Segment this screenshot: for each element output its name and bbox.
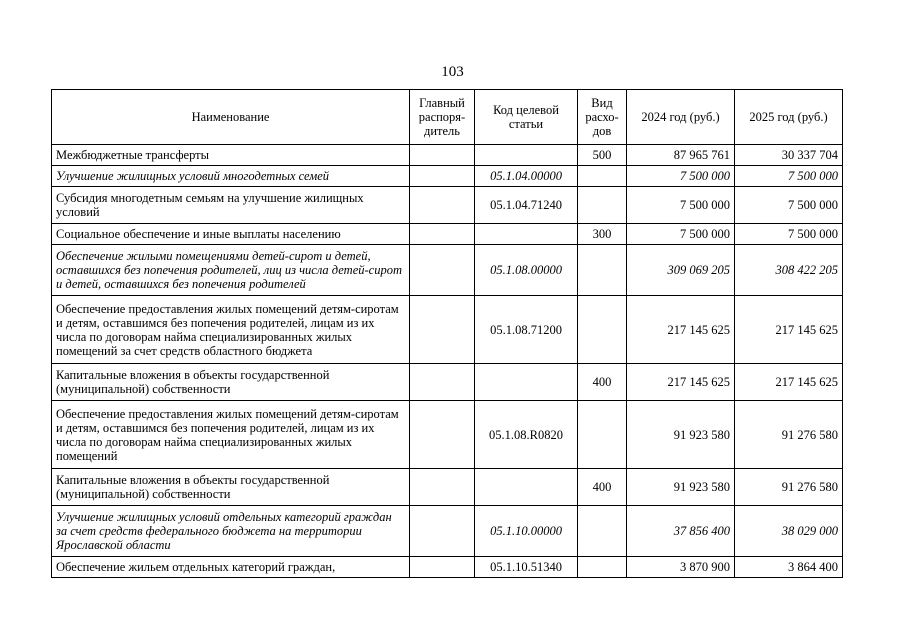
row-name-cell: Субсидия многодетным семьям на улучшение жилищных условий (52, 187, 410, 224)
table-row (52, 187, 843, 224)
row-code-cell: 05.1.10.51340 (475, 557, 578, 578)
row-2024-cell: 7 500 000 (627, 187, 735, 224)
row-2024-cell: 91 923 580 (627, 401, 735, 469)
row-2024-cell: 217 145 625 (627, 364, 735, 401)
row-code-cell: 05.1.04.71240 (475, 187, 578, 224)
table-row (52, 506, 843, 557)
row-name-cell: Улучшение жилищных условий отдельных категорий граждан за счет средств федерального бюджета на территории Ярославской области (52, 506, 410, 557)
row-2024-cell: 7 500 000 (627, 166, 735, 187)
row-name-cell: Межбюджетные трансферты (52, 145, 410, 166)
row-code-cell (475, 224, 578, 245)
row-name-cell: Обеспечение жильем отдельных категорий граждан, (52, 557, 410, 578)
row-name-cell: Капитальные вложения в объекты государственной (муниципальной) собственности (52, 364, 410, 401)
row-code-cell: 05.1.08.71200 (475, 296, 578, 364)
row-manager-cell (410, 469, 475, 506)
table-header (52, 90, 843, 145)
table-row (52, 401, 843, 469)
row-2025-cell: 38 029 000 (735, 506, 843, 557)
row-code-cell: 05.1.10.00000 (475, 506, 578, 557)
table-row (52, 296, 843, 364)
header-2025: 2025 год (руб.) (735, 90, 843, 145)
page-number: 103 (441, 64, 464, 80)
row-name-cell: Обеспечение жилыми помещениями детей-сирот и детей, оставшихся без попечения родителей, лиц из числа детей-сирот и детей, оставшихся без попечения родителей (52, 245, 410, 296)
row-kind-cell (578, 557, 627, 578)
row-2024-cell: 37 856 400 (627, 506, 735, 557)
table-row (52, 224, 843, 245)
row-manager-cell (410, 557, 475, 578)
row-2025-cell: 308 422 205 (735, 245, 843, 296)
row-2025-cell: 217 145 625 (735, 364, 843, 401)
row-kind-cell (578, 166, 627, 187)
row-manager-cell (410, 187, 475, 224)
row-name-cell: Улучшение жилищных условий многодетных семей (52, 166, 410, 187)
row-code-cell (475, 469, 578, 506)
header-manager: Главный распоря-дитель (410, 90, 475, 145)
row-manager-cell (410, 401, 475, 469)
row-name-cell: Обеспечение предоставления жилых помещений детям-сиротам и детям, оставшимся без попечения родителей, лицам из их числа по договорам найма специализированных жилых помещений за счет средств областного бюджета (52, 296, 410, 364)
row-manager-cell (410, 245, 475, 296)
table-row (52, 166, 843, 187)
row-code-cell: 05.1.08.00000 (475, 245, 578, 296)
row-2025-cell: 30 337 704 (735, 145, 843, 166)
row-2024-cell: 7 500 000 (627, 224, 735, 245)
row-2025-cell: 217 145 625 (735, 296, 843, 364)
row-kind-cell: 300 (578, 224, 627, 245)
table-row (52, 145, 843, 166)
row-name-cell: Обеспечение предоставления жилых помещений детям-сиротам и детям, оставшимся без попечения родителей, лицам из их числа по договорам найма специализированных жилых помещений (52, 401, 410, 469)
row-2024-cell: 87 965 761 (627, 145, 735, 166)
row-2025-cell: 91 276 580 (735, 401, 843, 469)
row-code-cell (475, 364, 578, 401)
row-2024-cell: 91 923 580 (627, 469, 735, 506)
table-row (52, 245, 843, 296)
header-2024: 2024 год (руб.) (627, 90, 735, 145)
row-manager-cell (410, 364, 475, 401)
row-2025-cell: 7 500 000 (735, 166, 843, 187)
row-kind-cell: 500 (578, 145, 627, 166)
row-2024-cell: 309 069 205 (627, 245, 735, 296)
row-code-cell: 05.1.08.R0820 (475, 401, 578, 469)
row-manager-cell (410, 166, 475, 187)
table-row (52, 557, 843, 578)
row-manager-cell (410, 224, 475, 245)
row-2025-cell: 7 500 000 (735, 224, 843, 245)
row-code-cell: 05.1.04.00000 (475, 166, 578, 187)
row-name-cell: Капитальные вложения в объекты государственной (муниципальной) собственности (52, 469, 410, 506)
row-2025-cell: 91 276 580 (735, 469, 843, 506)
row-kind-cell: 400 (578, 364, 627, 401)
table-row (52, 469, 843, 506)
row-manager-cell (410, 506, 475, 557)
row-kind-cell (578, 506, 627, 557)
budget-table (51, 89, 843, 578)
row-kind-cell (578, 187, 627, 224)
row-2025-cell: 7 500 000 (735, 187, 843, 224)
row-manager-cell (410, 296, 475, 364)
row-kind-cell (578, 401, 627, 469)
table-body (52, 145, 843, 578)
header-kind: Вид расхо-дов (578, 90, 627, 145)
row-manager-cell (410, 145, 475, 166)
header-name: Наименование (52, 90, 410, 145)
row-kind-cell: 400 (578, 469, 627, 506)
row-2024-cell: 217 145 625 (627, 296, 735, 364)
row-code-cell (475, 145, 578, 166)
row-name-cell: Социальное обеспечение и иные выплаты населению (52, 224, 410, 245)
header-code: Код целевой статьи (475, 90, 578, 145)
row-2025-cell: 3 864 400 (735, 557, 843, 578)
table-row (52, 364, 843, 401)
row-kind-cell (578, 245, 627, 296)
row-kind-cell (578, 296, 627, 364)
row-2024-cell: 3 870 900 (627, 557, 735, 578)
